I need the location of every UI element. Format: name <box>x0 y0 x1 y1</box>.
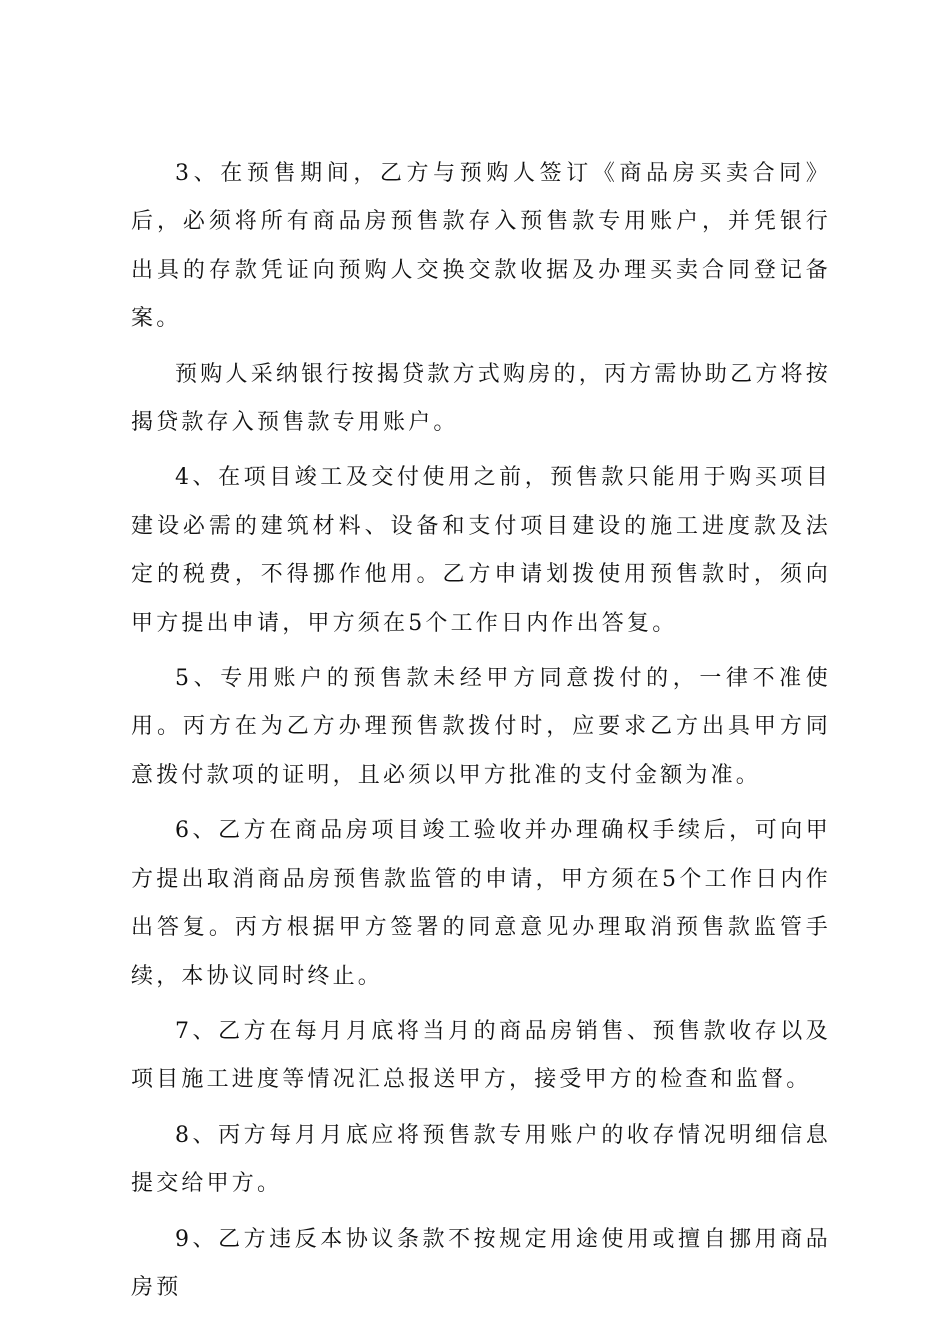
clause-6-paragraph: 6、乙方在商品房项目竣工验收并办理确权手续后，可向甲方提出取消商品房预售款监管的申请，甲方须在5个工作日内作出答复。丙方根据甲方签署的同意意见办理取消预售款监管手续，本协议同时终止。 <box>131 818 831 989</box>
clause-3-paragraph: 3、在预售期间，乙方与预购人签订《商品房买卖合同》后，必须将所有商品房预售款存入预售款专用账户，并凭银行出具的存款凭证向预购人交换交款收据及办理买卖合同登记备案。 <box>131 161 831 332</box>
clause-9-paragraph: 9、乙方违反本协议条款不按规定用途使用或擅自挪用商品房预 <box>131 1226 831 1300</box>
clause-4-paragraph: 4、在项目竣工及交付使用之前，预售款只能用于购买项目建设必需的建筑材料、设备和支付项目建设的施工进度款及法定的税费，不得挪作他用。乙方申请划拨使用预售款时，须向甲方提出申请，甲方须在5个工作日内作出答复。 <box>131 465 831 636</box>
document-body <box>131 150 831 1319</box>
clause-7-paragraph: 7、乙方在每月月底将当月的商品房销售、预售款收存以及项目施工进度等情况汇总报送甲方，接受甲方的检查和监督。 <box>131 1018 831 1093</box>
mortgage-paragraph: 预购人采纳银行按揭贷款方式购房的，丙方需协助乙方将按揭贷款存入预售款专用账户。 <box>131 361 831 436</box>
clause-8-paragraph: 8、丙方每月月底应将预售款专用账户的收存情况明细信息提交给甲方。 <box>131 1122 831 1197</box>
clause-5-paragraph: 5、专用账户的预售款未经甲方同意拨付的，一律不准使用。丙方在为乙方办理预售款拨付时，应要求乙方出具甲方同意拨付款项的证明，且必须以甲方批准的支付金额为准。 <box>131 666 831 788</box>
